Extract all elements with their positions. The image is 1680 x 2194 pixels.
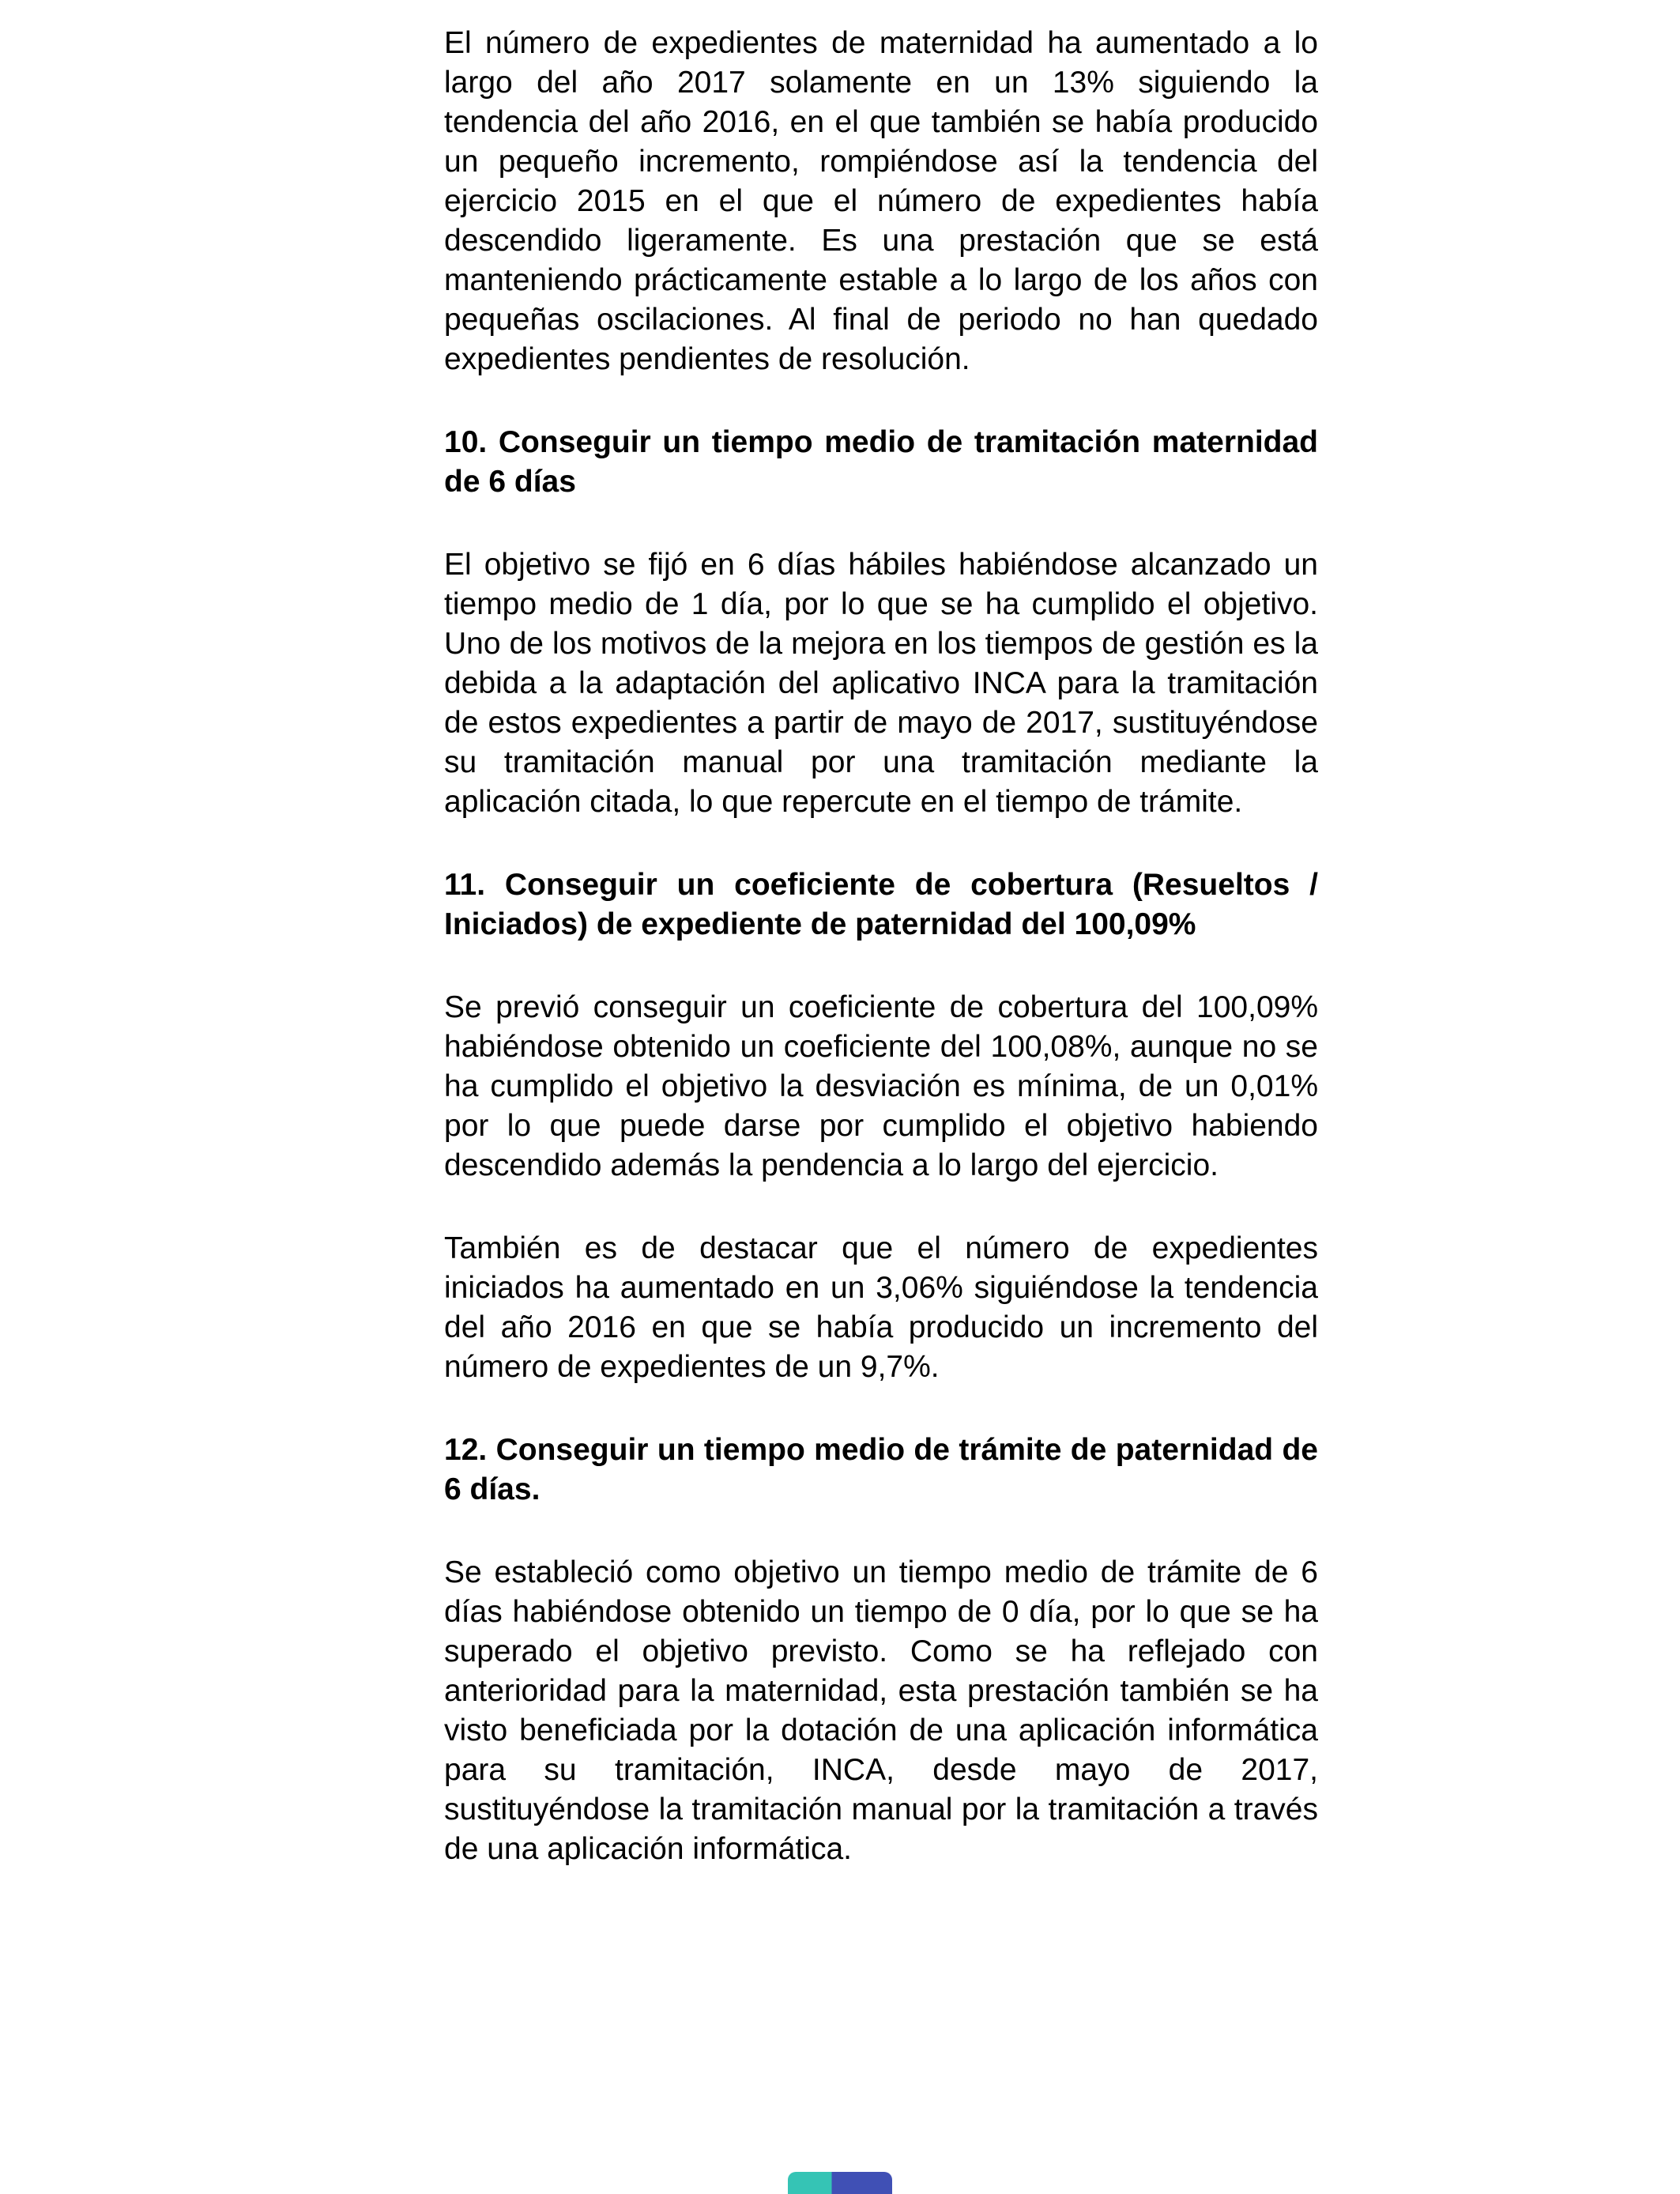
section-heading-10: 10. Conseguir un tiempo medio de tramitación maternidad de 6 días bbox=[444, 425, 1318, 499]
section-heading-12: 12. Conseguir un tiempo medio de trámite de paternidad de 6 días. bbox=[444, 1433, 1318, 1506]
footer-watermark-logo bbox=[788, 2172, 892, 2194]
paragraph-maternidad-evolucion: El número de expedientes de maternidad ha aumentado a lo largo del año 2017 solamente en un 13% siguiendo la tendencia del año 2016, en el que también se había producido un pequeño incremento, rompiéndose así la tendencia del ejercicio 2015 en el que el número de expedientes había descendido ligeramente. Es una prestación que se está manteniendo prácticamente estable a lo largo de los años con pequeñas oscilaciones. Al final de periodo no han quedado expedientes pendientes de resolución. bbox=[444, 26, 1318, 376]
paragraph-objetivo-10: El objetivo se fijó en 6 días hábiles habiéndose alcanzado un tiempo medio de 1 día, por lo que se ha cumplido el objetivo. Uno de los motivos de la mejora en los tiempos de gestión es la debida a la adaptación del aplicativo INCA para la tramitación de estos expedientes a partir de mayo de 2017, sustituyéndose su tramitación manual por una tramitación mediante la aplicación citada, lo que repercute en el tiempo de trámite. bbox=[444, 548, 1318, 819]
paragraph-objetivo-11: Se previó conseguir un coeficiente de cobertura del 100,09% habiéndose obtenido un coeficiente del 100,08%, aunque no se ha cumplido el objetivo la desviación es mínima, de un 0,01% por lo que puede darse por cumplido el objetivo habiendo descendido además la pendencia a lo largo del ejercicio. bbox=[444, 990, 1318, 1182]
text-column bbox=[444, 24, 1318, 1913]
paragraph-expedientes-iniciados: También es de destacar que el número de expedientes iniciados ha aumentado en un 3,06% siguiéndose la tendencia del año 2016 en que se había producido un incremento del número de expedientes de un 9,7%. bbox=[444, 1231, 1318, 1384]
paragraph-objetivo-12: Se estableció como objetivo un tiempo medio de trámite de 6 días habiéndose obtenido un tiempo de 0 día, por lo que se ha superado el objetivo previsto. Como se ha reflejado con anterioridad para la maternidad, esta prestación también se ha visto beneficiada por la dotación de una aplicación informática para su tramitación, INCA, desde mayo de 2017, sustituyéndose la tramitación manual por la tramitación a través de una aplicación informática. bbox=[444, 1555, 1318, 1866]
section-heading-11: 11. Conseguir un coeficiente de cobertura (Resueltos / Iniciados) de expediente de paternidad del 100,09% bbox=[444, 868, 1318, 941]
